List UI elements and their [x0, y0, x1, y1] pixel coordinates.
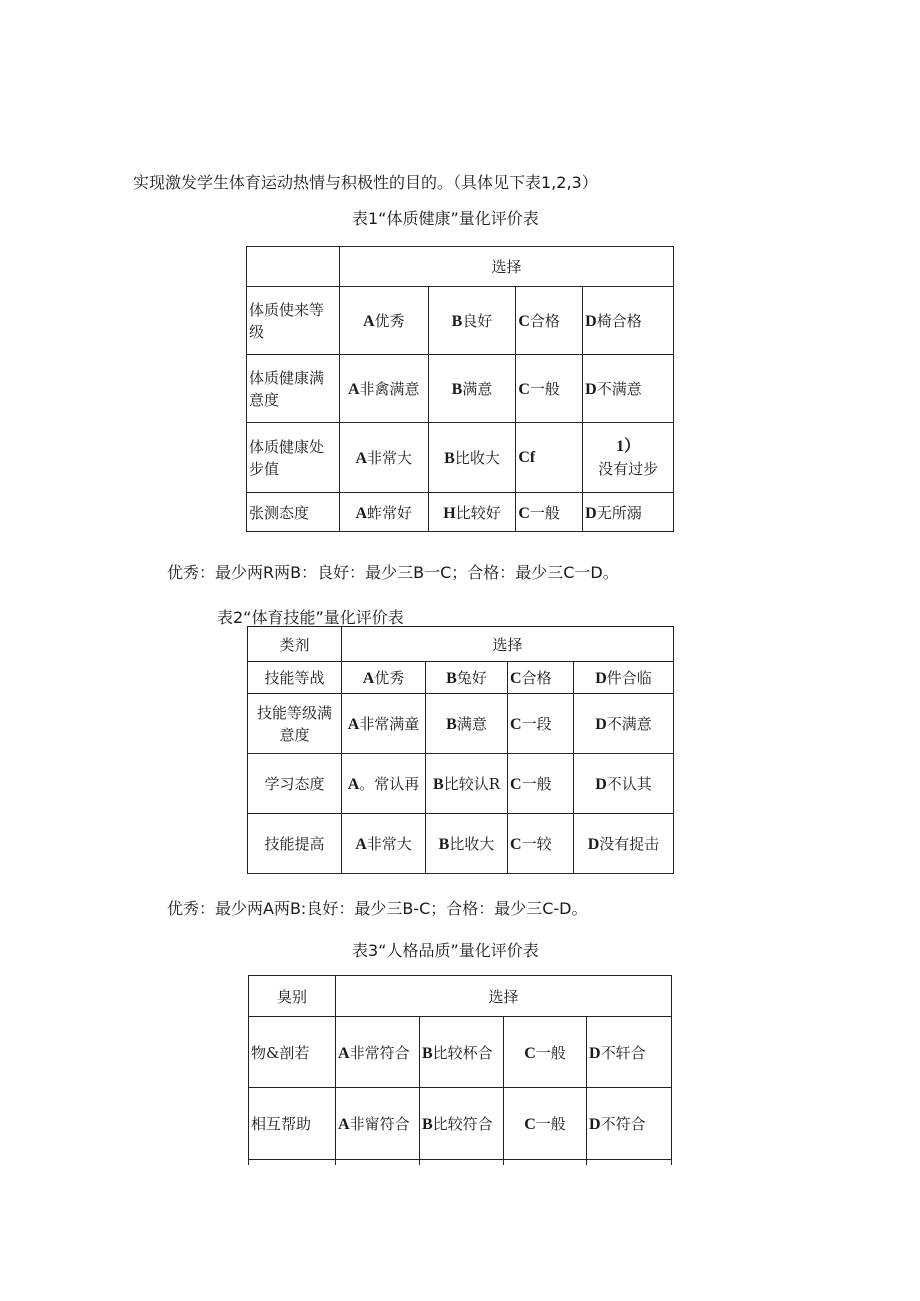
cell-b	[428, 493, 516, 532]
table-row	[248, 814, 674, 874]
cell-d	[583, 355, 674, 423]
grade-text: 一般	[529, 380, 560, 398]
grade-letter: D	[595, 716, 607, 733]
table-row	[249, 1088, 672, 1160]
grade-letter: A	[362, 670, 375, 687]
cell-b	[428, 287, 516, 355]
grade-text: 满意	[456, 715, 487, 733]
cell-b	[428, 423, 516, 493]
grade-text: 优秀	[374, 312, 405, 330]
table-row	[247, 355, 674, 423]
table3-caption: 表3“人格品质”量化评价表	[352, 941, 539, 960]
grade-letter: C	[524, 1044, 536, 1062]
row-label: 体质健康满意度	[247, 355, 340, 423]
grade-text: 非常满童	[359, 715, 420, 733]
grade-text: 优秀	[374, 669, 405, 687]
grade-text: 非常符合	[349, 1043, 410, 1062]
cell-c	[508, 694, 574, 754]
cell-d	[587, 1088, 672, 1160]
grade-text: 比较认R	[443, 775, 500, 793]
grade-text: 不满意	[596, 380, 642, 398]
cell-b	[426, 814, 508, 874]
grade-letter: C	[518, 381, 530, 398]
cell-d	[574, 694, 674, 754]
table-row	[247, 423, 674, 493]
cell-b	[420, 1088, 504, 1160]
table-row	[248, 694, 674, 754]
grade-letter: B	[433, 776, 444, 793]
table1-note: 优秀：最少两R两B：良好：最少三B一C；合格：最少三C一D。	[167, 563, 619, 582]
grade-letter: A	[338, 1044, 350, 1062]
table-row	[247, 493, 674, 532]
cell-d	[574, 754, 674, 814]
grade-letter: A	[355, 450, 368, 467]
grade-letter: B	[451, 313, 463, 330]
cell-c	[516, 287, 583, 355]
grade-letter: D	[585, 504, 597, 522]
grade-letter: D	[587, 836, 600, 853]
grade-letter: A	[347, 776, 360, 793]
cell-a	[342, 662, 426, 694]
cell-b	[428, 355, 516, 423]
grade-text: 兔好	[456, 669, 487, 687]
table3-trailing-row	[249, 1160, 672, 1165]
intro-text: 实现激发学生体育运动热情与积极性的目的。（具体见下表1,2,3）	[133, 173, 598, 192]
grade-text: 没有捉击	[599, 835, 660, 853]
table2-caption: 表2“体育技能”量化评价表	[217, 608, 404, 627]
table3	[248, 975, 672, 1165]
cell-b	[420, 1017, 504, 1088]
grade-text: 没有过步	[598, 460, 659, 478]
cell-c	[508, 814, 574, 874]
grade-letter: B	[422, 1044, 433, 1062]
row-label: 技能等战	[248, 662, 342, 694]
grade-text: 一般	[529, 503, 560, 522]
grade-letter: D	[589, 1116, 601, 1133]
grade-text: 椅合格	[596, 312, 642, 330]
grade-letter: A	[362, 313, 375, 330]
grade-letter: H	[443, 504, 456, 522]
cell-a	[339, 493, 428, 532]
row-label: 张测态度	[247, 493, 340, 532]
grade-text: 非甯符合	[349, 1115, 410, 1133]
table2-header-left: 类剂	[248, 627, 342, 662]
grade-text: 一段	[521, 715, 552, 733]
grade-text: 不轩合	[600, 1043, 646, 1062]
grade-text: 非常大	[366, 835, 412, 853]
grade-text: 。常认再	[359, 775, 420, 793]
cell-d	[574, 662, 674, 694]
trailing-cell	[420, 1160, 504, 1165]
grade-text: 不认其	[606, 775, 652, 793]
grade-letter: A	[338, 1116, 350, 1133]
trailing-cell	[504, 1160, 587, 1165]
grade-letter: D	[589, 1044, 601, 1062]
grade-text: 合格	[529, 312, 560, 330]
grade-text: 良好	[462, 312, 493, 330]
cell-a	[339, 423, 428, 493]
cell-c	[516, 423, 583, 493]
cell-b	[426, 662, 508, 694]
grade-letter: D	[585, 381, 597, 398]
cell-b	[426, 694, 508, 754]
grade-letter: B	[438, 836, 450, 853]
table-row	[248, 662, 674, 694]
cell-a	[336, 1017, 420, 1088]
grade-letter: B	[444, 450, 455, 467]
cell-a	[339, 355, 428, 423]
grade-letter: D	[595, 776, 607, 793]
table-row	[249, 1017, 672, 1088]
row-label: 物&剖若	[249, 1017, 336, 1088]
grade-text: 不符合	[600, 1115, 646, 1133]
grade-letter: C	[524, 1116, 536, 1133]
grade-text: 比收大	[449, 835, 495, 853]
grade-text: 一般	[535, 1043, 566, 1062]
grade-text: 比收大	[454, 449, 500, 467]
cell-d	[583, 287, 674, 355]
grade-text: 比较好	[455, 503, 501, 522]
grade-letter: D	[595, 670, 607, 687]
cell-d	[574, 814, 674, 874]
table2-note: 优秀：最少两A两B:良好：最少三B-C；合格：最少三C-D。	[167, 899, 588, 918]
cell-c	[516, 493, 583, 532]
grade-text: 一较	[521, 835, 552, 853]
row-label: 技能等级满意度	[248, 694, 342, 754]
trailing-cell	[249, 1160, 336, 1165]
grade-text: 比较杯合	[432, 1043, 493, 1062]
cell-c	[504, 1088, 587, 1160]
grade-letter: C	[510, 836, 522, 853]
grade-text: 非常大	[367, 449, 413, 467]
cell-c	[504, 1017, 587, 1088]
grade-letter: C	[510, 670, 522, 687]
cell-a	[342, 694, 426, 754]
cell-a	[339, 287, 428, 355]
cell-c	[508, 754, 574, 814]
grade-text: 非禽满意	[359, 380, 420, 398]
trailing-cell	[587, 1160, 672, 1165]
row-label: 体质使来等级	[247, 287, 340, 355]
grade-letter: C	[518, 504, 530, 522]
cell-d	[587, 1017, 672, 1088]
table2	[247, 626, 674, 874]
cell-d	[583, 423, 674, 493]
row-label: 体质健康处步值	[247, 423, 340, 493]
grade-text: 合格	[521, 669, 552, 687]
grade-letter: 1）	[616, 438, 641, 455]
grade-text: 满意	[462, 380, 493, 398]
grade-letter: A	[355, 504, 368, 522]
table1-header-select: 选择	[339, 247, 673, 287]
grade-letter: Cf	[518, 449, 536, 466]
table1-header-row	[247, 247, 674, 287]
grade-letter: A	[355, 836, 367, 853]
table1-caption: 表1“体质健康”量化评价表	[352, 209, 539, 228]
cell-a	[342, 814, 426, 874]
grade-text: 不满意	[606, 715, 652, 733]
grade-letter: D	[585, 313, 597, 330]
grade-letter: C	[510, 776, 522, 793]
grade-text: 一般	[521, 775, 552, 793]
table2-header-select: 选择	[342, 627, 674, 662]
row-label: 相互帮助	[249, 1088, 336, 1160]
grade-letter: A	[347, 381, 360, 398]
grade-letter: B	[446, 716, 457, 733]
grade-letter: B	[451, 381, 463, 398]
table2-header-row	[248, 627, 674, 662]
table1	[246, 246, 674, 532]
table3-header-select: 选择	[336, 976, 672, 1017]
grade-letter: C	[518, 313, 530, 330]
grade-text: 件合临	[606, 669, 652, 687]
grade-text: 无所溺	[596, 503, 642, 522]
table3-header-left: 臭别	[249, 976, 336, 1017]
grade-text: 比较符合	[432, 1115, 493, 1133]
trailing-cell	[336, 1160, 420, 1165]
table-row	[248, 754, 674, 814]
cell-d	[583, 493, 674, 532]
row-label: 学习态度	[248, 754, 342, 814]
grade-letter: C	[510, 716, 522, 733]
grade-letter: A	[347, 716, 360, 733]
table3-header-row	[249, 976, 672, 1017]
grade-text: 蚱常好	[367, 503, 413, 522]
row-label: 技能提高	[248, 814, 342, 874]
cell-c	[508, 662, 574, 694]
grade-letter: B	[422, 1116, 433, 1133]
grade-letter: B	[446, 670, 457, 687]
cell-a	[342, 754, 426, 814]
grade-text: 一般	[535, 1115, 566, 1133]
table1-header-left	[247, 247, 340, 287]
cell-b	[426, 754, 508, 814]
table-row	[247, 287, 674, 355]
cell-a	[336, 1088, 420, 1160]
cell-c	[516, 355, 583, 423]
